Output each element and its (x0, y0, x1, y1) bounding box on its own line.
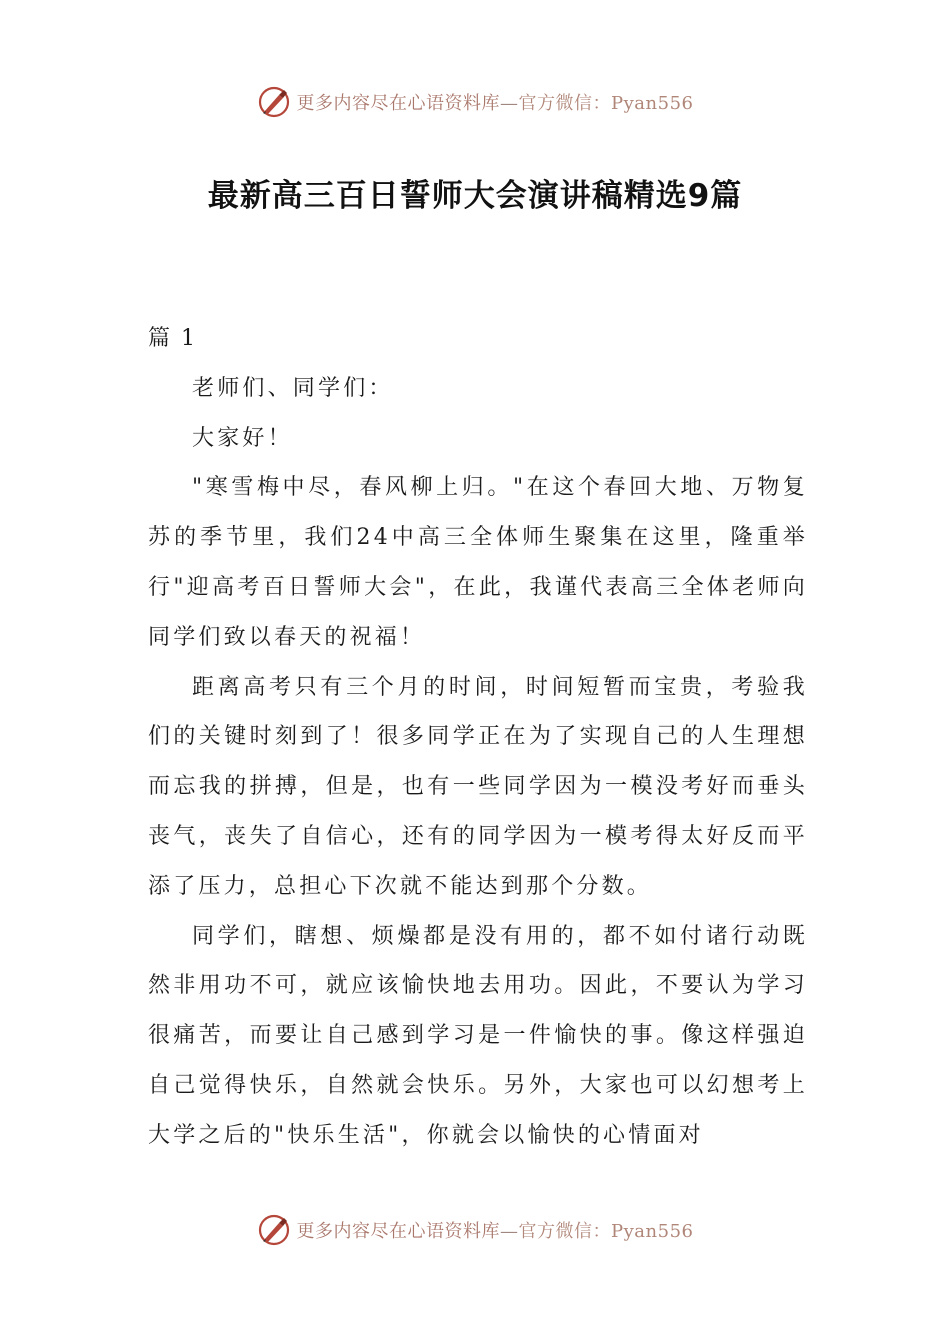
pen-logo-icon (257, 85, 291, 119)
document-title: 最新高三百日誓师大会演讲稿精选9篇 (207, 178, 743, 214)
paragraph: 同学们，瞎想、烦燥都是没有用的，都不如付诸行动既然非用功不可，就应该愉快地去用功。因此，不要认为学习很痛苦，而要让自己感到学习是一件愉快的事。像这样强迫自己觉得快乐，自然就会快乐。另外，大家也可以幻想考上大学之后的"快乐生活"，你就会以愉快的心情面对 (148, 923, 808, 1148)
banner-brand: 更多内容尽在心语资料库 (296, 93, 501, 114)
banner-wechat: 官方微信：Pyan556 (518, 93, 694, 114)
section-label: 篇 1 (148, 326, 197, 351)
pen-logo-icon (257, 1213, 291, 1247)
banner-separator: — (500, 93, 519, 114)
footer-banner (0, 1210, 950, 1250)
paragraph: 距离高考只有三个月的时间，时间短暂而宝贵，考验我们的关键时刻到了！很多同学正在为了实现自己的人生理想而忘我的拼搏，但是，也有一些同学因为一模没考好而垂头丧气，丧失了自信心，还有的同学因为一模考得太好反而平添了压力，总担心下次就不能达到那个分数。 (148, 674, 808, 899)
paragraph: "寒雪梅中尽，春风柳上归。"在这个春回大地、万物复苏的季节里，我们24中高三全体师生聚集在这里，隆重举行"迎高考百日誓师大会"，在此，我谨代表高三全体老师向同学们致以春天的祝福！ (148, 475, 808, 650)
banner-brand: 更多内容尽在心语资料库 (296, 1221, 501, 1242)
banner-text (297, 1217, 694, 1243)
banner-separator: — (500, 1221, 519, 1242)
paragraph-greeting: 老师们、同学们： (192, 375, 394, 401)
document-body (148, 314, 808, 1161)
header-banner (0, 82, 950, 122)
banner-text (297, 89, 694, 115)
banner-wechat: 官方微信：Pyan556 (518, 1221, 694, 1242)
paragraph-hello: 大家好！ (192, 425, 293, 451)
